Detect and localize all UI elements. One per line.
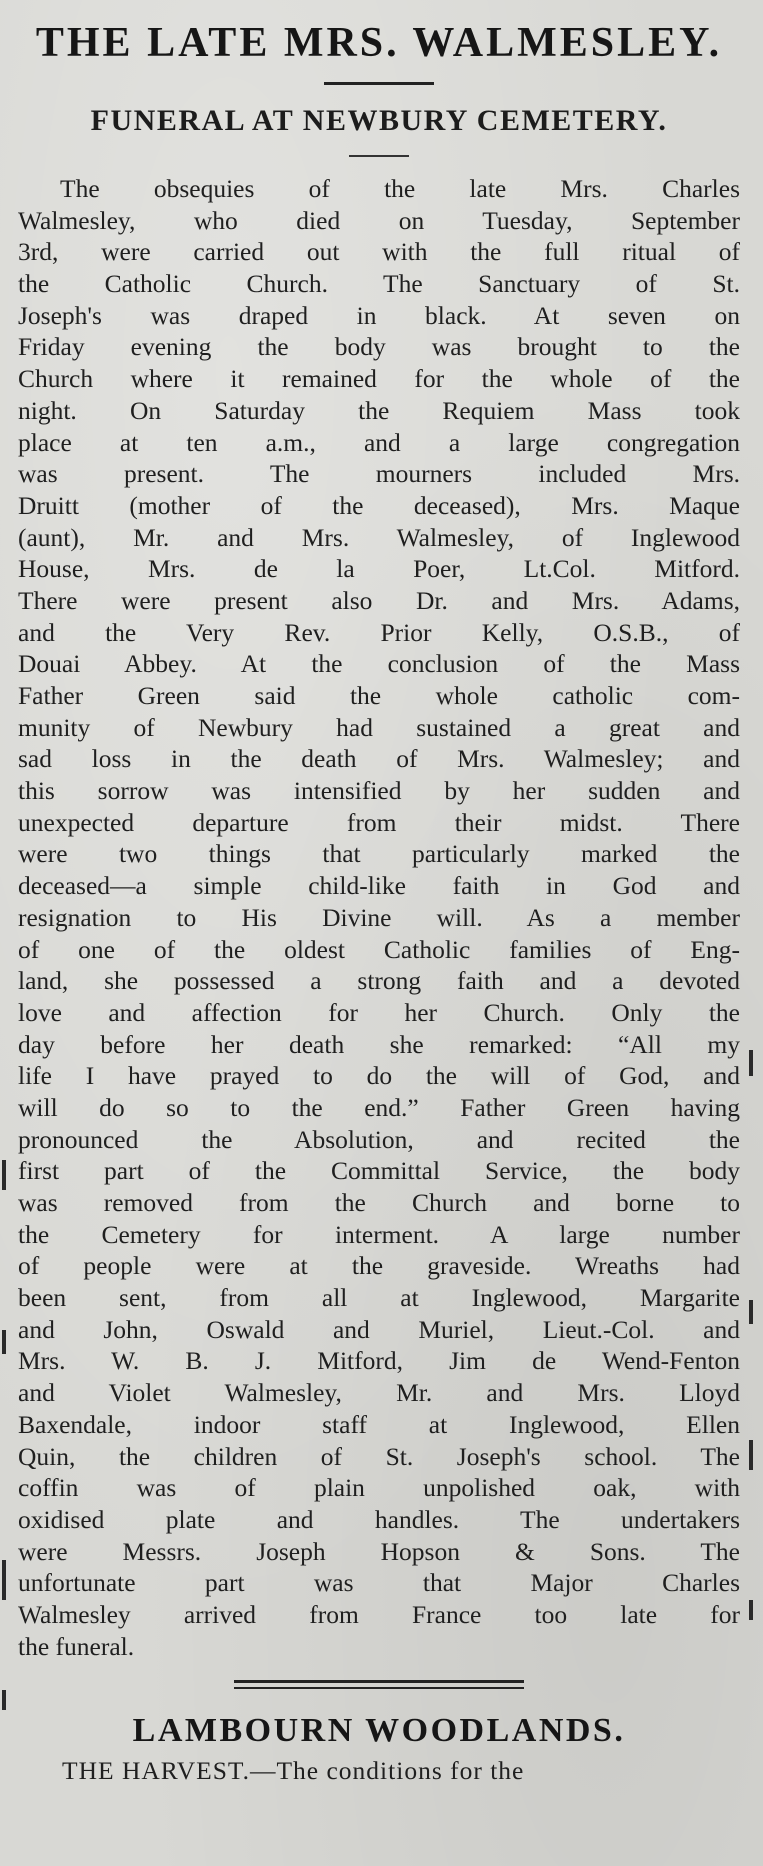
article-line: life I have prayed to do the will of God, and [18, 1061, 740, 1091]
article-line: oxidised plate and handles. The undertakers [18, 1504, 740, 1534]
article-line: Baxendale, indoor staff at Inglewood, Ellen [18, 1409, 740, 1439]
article-line: sad loss in the death of Mrs. Walmesley; and [18, 744, 740, 774]
margin-mark [749, 1600, 753, 1620]
margin-mark [749, 1440, 753, 1470]
article-line: were Messrs. Joseph Hopson & Sons. The [18, 1536, 740, 1566]
next-article-headline: LAMBOURN WOODLANDS. [132, 1712, 626, 1750]
article-line: night. On Saturday the Requiem Mass took [18, 395, 740, 425]
article-line: love and affection for her Church. Only the [18, 997, 740, 1027]
article-body [18, 173, 740, 1662]
margin-mark [749, 1300, 753, 1324]
article-end-rule [234, 1680, 524, 1689]
right-margin-marks [749, 1040, 759, 1640]
article-headline: THE LATE MRS. WALMESLEY. [35, 20, 723, 66]
article-line: the Catholic Church. The Sanctuary of St. [18, 269, 740, 299]
article-line: land, she possessed a strong faith and a devoted [18, 966, 740, 996]
subheadline-rule [349, 155, 409, 157]
article-line: day before her death she remarked: “All my [18, 1029, 740, 1059]
article-line: deceased—a simple child-like faith in God and [18, 871, 740, 901]
article-line: was present. The mourners included Mrs. [18, 459, 740, 489]
article-line: 3rd, were carried out with the full ritual of [18, 237, 740, 267]
margin-mark [749, 1050, 753, 1076]
next-article-first-line: THE HARVEST.—The conditions for the [62, 1756, 525, 1786]
article-line: the funeral. [18, 1631, 135, 1661]
article-line: was removed from the Church and borne to [18, 1188, 740, 1217]
article-line: Druitt (mother of the deceased), Mrs. Maque [18, 490, 740, 520]
article-line: resignation to His Divine will. As a member [18, 902, 740, 932]
article-line: The obsequies of the late Mrs. Charles [60, 174, 740, 203]
article-column [18, 0, 740, 1866]
headline-rule [324, 82, 434, 85]
article-line: this sorrow was intensified by her sudden and [18, 776, 740, 806]
article-line: place at ten a.m., and a large congregation [18, 427, 740, 457]
article-line: Church where it remained for the whole of the [18, 364, 740, 394]
article-line: will do so to the end.” Father Green having [18, 1092, 740, 1122]
margin-mark [2, 1690, 6, 1710]
article-line: (aunt), Mr. and Mrs. Walmesley, of Inglewood [18, 522, 740, 552]
article-line: Father Green said the whole catholic com- [18, 681, 740, 710]
article-line: coffin was of plain unpolished oak, with [18, 1473, 740, 1503]
article-subheadline: FUNERAL AT NEWBURY CEMETERY. [90, 104, 668, 137]
article-line: unexpected departure from their midst. There [18, 807, 740, 837]
margin-mark [2, 1560, 6, 1600]
article-line: and John, Oswald and Muriel, Lieut.-Col. and [18, 1314, 740, 1344]
article-line: There were present also Dr. and Mrs. Adams, [18, 585, 740, 615]
article-line: unfortunate part was that Major Charles [18, 1568, 740, 1598]
margin-mark [2, 1160, 6, 1190]
article-line: the Cemetery for interment. A large number [18, 1219, 740, 1249]
article-line: were two things that particularly marked the [18, 839, 740, 869]
article-line: Quin, the children of St. Joseph's school. The [18, 1441, 740, 1471]
article-line: been sent, from all at Inglewood, Margarite [18, 1283, 740, 1313]
article-line: Douai Abbey. At the conclusion of the Mass [18, 649, 740, 679]
article-line: pronounced the Absolution, and recited the [18, 1124, 740, 1154]
article-line: Friday evening the body was brought to the [18, 332, 740, 362]
left-margin-marks [2, 1100, 12, 1800]
margin-mark [2, 1330, 6, 1354]
article-line: Joseph's was draped in black. At seven on [18, 300, 740, 330]
article-line: Walmesley, who died on Tuesday, September [18, 205, 740, 235]
article-line: of one of the oldest Catholic families of Eng- [18, 934, 740, 964]
article-line: munity of Newbury had sustained a great and [18, 712, 740, 742]
article-line: and the Very Rev. Prior Kelly, O.S.B., of [18, 617, 740, 647]
article-line: of people were at the graveside. Wreaths had [18, 1251, 740, 1281]
article-line: Mrs. W. B. J. Mitford, Jim de Wend-Fenton [18, 1346, 740, 1376]
article-line: and Violet Walmesley, Mr. and Mrs. Lloyd [18, 1378, 740, 1408]
article-line: first part of the Committal Service, the body [18, 1156, 740, 1186]
article-line: House, Mrs. de la Poer, Lt.Col. Mitford. [18, 554, 740, 584]
article-line: Walmesley arrived from France too late for [18, 1599, 740, 1629]
